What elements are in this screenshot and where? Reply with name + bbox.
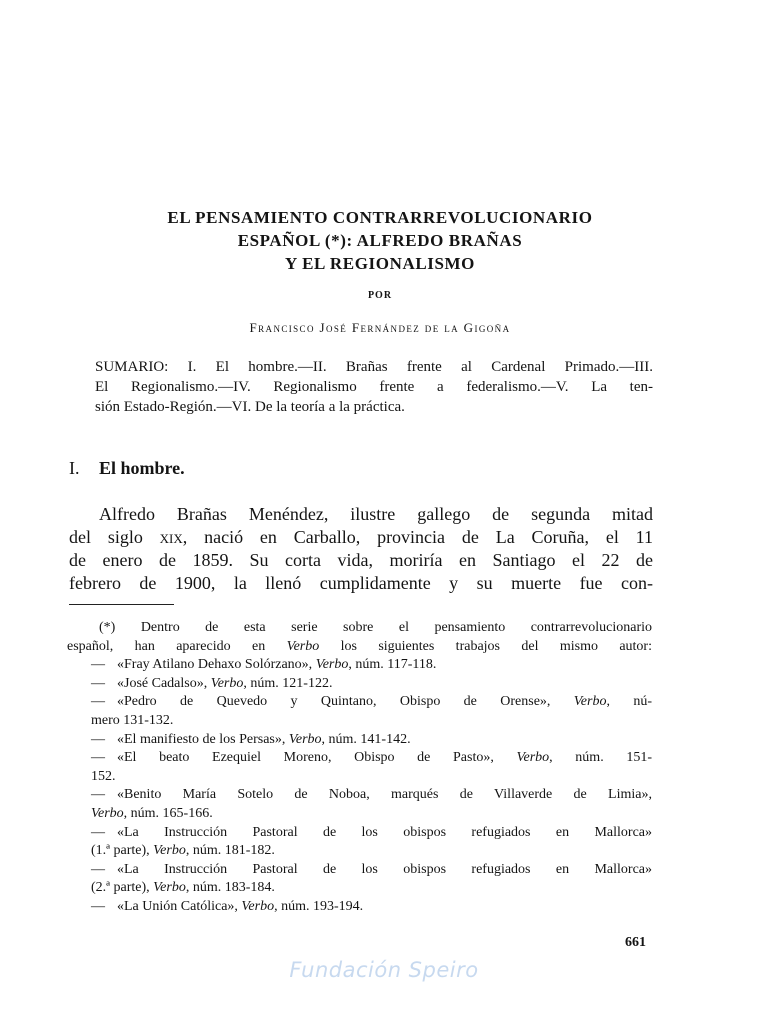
body-smallcaps: xix xyxy=(159,527,183,547)
body-paragraph xyxy=(69,503,653,595)
entry-text: , núm. 141-142. xyxy=(321,731,411,747)
journal-name: Verbo xyxy=(153,843,186,859)
entry-text: (1.ª parte), xyxy=(91,843,154,859)
entry-dash: — xyxy=(91,675,105,691)
journal-name: Verbo xyxy=(241,898,275,914)
journal-name: Verbo xyxy=(286,638,320,654)
summary-line: SUMARIO: I. El hombre.—II. Brañas frente al Cardenal Primado.—III. xyxy=(95,359,653,375)
entry-text: «El beato Ezequiel Moreno, Obispo de Pasto», xyxy=(117,750,517,766)
journal-name: Verbo xyxy=(573,694,607,710)
footnote-entries xyxy=(91,656,652,916)
article-title xyxy=(70,206,690,275)
entry-text: 152. xyxy=(91,768,116,784)
footnote-entry-continuation xyxy=(91,712,652,731)
entry-text: «La Unión Católica», xyxy=(117,898,242,914)
footnote-entry xyxy=(91,656,652,675)
journal-name: Verbo xyxy=(210,675,244,691)
byline-por: POR xyxy=(367,290,393,301)
footnote-entry xyxy=(91,786,652,805)
entry-text: «Pedro de Quevedo y Quintano, Obispo de Orense», xyxy=(117,694,574,710)
footnote-line xyxy=(67,638,652,657)
footnote-entry-continuation xyxy=(91,805,652,824)
footnote xyxy=(67,619,653,917)
entry-text: , núm. 165-166. xyxy=(123,805,213,821)
entry-text: , nú- xyxy=(606,694,653,710)
footnote-entry xyxy=(91,731,652,750)
summary-line: sión Estado-Región.—VI. De la teoría a la práctica. xyxy=(95,399,405,415)
title-line: EL PENSAMIENTO CONTRARREVOLUCIONARIO xyxy=(167,208,593,227)
author-name: Francisco José Fernández de la Gigoña xyxy=(249,320,511,335)
footnote-line: (*) Dentro de esta serie sobre el pensamiento contrarrevolucionario xyxy=(99,620,652,635)
entry-text: mero 131-132. xyxy=(91,712,174,728)
footnote-entry xyxy=(91,749,652,768)
entry-dash: — xyxy=(91,694,105,710)
journal-name: Verbo xyxy=(288,731,322,747)
entry-text: «Benito María Sotelo de Noboa, marqués de Villaverde de Limia», xyxy=(117,787,652,803)
title-line: ESPAÑOL (*): ALFREDO BRAÑAS xyxy=(237,231,523,250)
journal-name: Verbo xyxy=(315,657,349,673)
summary xyxy=(95,357,653,417)
section-title: El hombre. xyxy=(99,458,185,478)
entry-text: , núm. 193-194. xyxy=(274,898,364,914)
section-heading xyxy=(69,458,185,479)
title-line: Y EL REGIONALISMO xyxy=(285,254,475,273)
footnote-separator xyxy=(69,604,174,605)
watermark: Fundación Speiro xyxy=(289,958,479,982)
footnote-entry-continuation xyxy=(91,879,652,898)
page-number: 661 xyxy=(625,935,646,950)
journal-name: Verbo xyxy=(91,805,124,821)
entry-text: «La Instrucción Pastoral de los obispos refugiados en Mallorca» xyxy=(117,824,652,840)
entry-text: , núm. 121-122. xyxy=(243,675,333,691)
entry-text: , núm. 117-118. xyxy=(348,657,437,673)
footnote-text-span: los siguientes trabajos del mismo autor: xyxy=(319,638,652,654)
body-text-span: , nació en Carballo, provincia de La Coruña, el 11 xyxy=(182,527,653,547)
entry-text: (2.ª parte), xyxy=(91,880,154,896)
entry-dash: — xyxy=(91,898,105,914)
entry-text: , núm. 181-182. xyxy=(185,843,275,859)
entry-text: , núm. 151- xyxy=(549,750,652,766)
footnote-entry xyxy=(91,693,652,712)
entry-dash: — xyxy=(91,861,105,877)
summary-line: El Regionalismo.—IV. Regionalismo frente a federalismo.—V. La ten- xyxy=(95,379,653,395)
entry-text: «José Cadalso», xyxy=(117,675,211,691)
footnote-text-span: español, han aparecido en xyxy=(67,638,287,654)
footnote-entry xyxy=(91,824,652,843)
footnote-entry xyxy=(91,675,652,694)
body-line: de enero de 1859. Su corta vida, moriría en Santiago el 22 de xyxy=(69,550,653,570)
entry-dash: — xyxy=(91,824,105,840)
footnote-entry-continuation xyxy=(91,842,652,861)
body-line: Alfredo Brañas Menéndez, ilustre gallego de segunda mitad xyxy=(99,504,653,524)
footnote-entry-continuation xyxy=(91,768,652,787)
body-line xyxy=(69,526,653,549)
entry-dash: — xyxy=(91,731,105,747)
entry-text: , núm. 183-184. xyxy=(185,880,275,896)
body-line: febrero de 1900, la llenó cumplidamente y su muerte fue con- xyxy=(69,573,653,593)
body-text-span: del siglo xyxy=(69,527,160,547)
footnote-entry xyxy=(91,861,652,880)
section-number: I. xyxy=(69,458,80,478)
entry-dash: — xyxy=(91,750,105,766)
footnote-entry xyxy=(91,898,652,917)
entry-text: «Fray Atilano Dehaxo Solórzano», xyxy=(117,657,316,673)
entry-text: «La Instrucción Pastoral de los obispos refugiados en Mallorca» xyxy=(117,861,652,877)
journal-name: Verbo xyxy=(153,880,186,896)
journal-name: Verbo xyxy=(516,750,550,766)
entry-dash: — xyxy=(91,787,105,803)
entry-dash: — xyxy=(91,657,105,673)
entry-text: «El manifiesto de los Persas», xyxy=(117,731,289,747)
